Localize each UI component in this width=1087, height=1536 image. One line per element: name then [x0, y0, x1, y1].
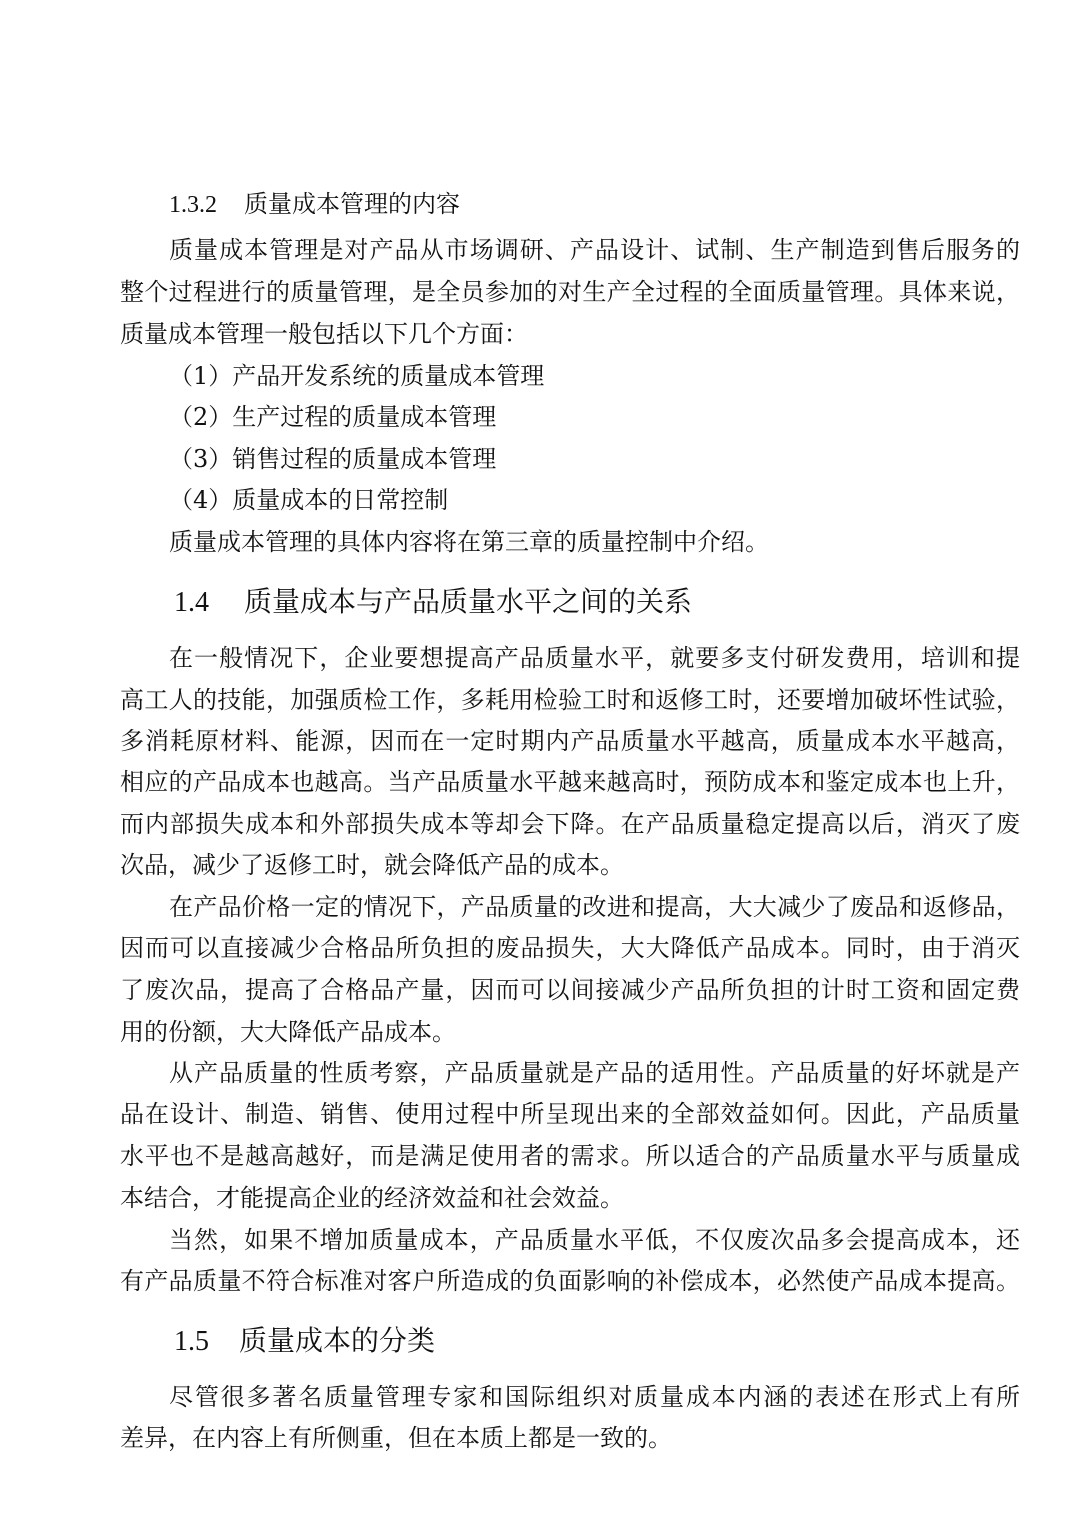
paragraph-line: 在产品价格一定的情况下，产品质量的改进和提高，大大减少了废品和返修品，: [169, 893, 1020, 921]
paragraph-line: 本结合，才能提高企业的经济效益和社会效益。: [120, 1184, 624, 1212]
section-title: 质量成本管理的内容: [244, 190, 460, 218]
paragraph-line: 高工人的技能，加强质检工作，多耗用检验工时和返修工时，还要增加破坏性试验，: [120, 686, 1020, 714]
section-title: 质量成本的分类: [239, 1324, 436, 1357]
paragraph-line: 质量成本管理是对产品从市场调研、产品设计、试制、生产制造到售后服务的: [169, 236, 1020, 264]
paragraph-line: 差异，在内容上有所侧重，但在本质上都是一致的。: [120, 1424, 672, 1452]
paragraph-line: 而内部损失成本和外部损失成本等却会下降。在产品质量稳定提高以后，消灭了废: [120, 810, 1020, 838]
paragraph-line: 当然，如果不增加质量成本，产品质量水平低，不仅废次品多会提高成本，还: [169, 1226, 1020, 1254]
paragraph-line: 质量成本管理一般包括以下几个方面：: [120, 320, 528, 348]
section-number: 1.4: [174, 587, 209, 618]
list-item: （1）产品开发系统的质量成本管理: [169, 362, 545, 390]
paragraph-line: 相应的产品成本也越高。当产品质量水平越来越高时，预防成本和鉴定成本也上升，: [120, 768, 1020, 796]
paragraph-line: 从产品质量的性质考察，产品质量就是产品的适用性。产品质量的好坏就是产: [169, 1059, 1020, 1087]
section-title: 质量成本与产品质量水平之间的关系: [244, 585, 693, 618]
paragraph-line: 质量成本管理的具体内容将在第三章的质量控制中介绍。: [169, 528, 769, 556]
section-number: 1.3.2: [169, 192, 217, 218]
paragraph-line: 尽管很多著名质量管理专家和国际组织对质量成本内涵的表述在形式上有所: [169, 1383, 1020, 1411]
paragraph-line: 用的份额，大大降低产品成本。: [120, 1018, 456, 1046]
paragraph-line: 了废次品，提高了合格品产量，因而可以间接减少产品所负担的计时工资和固定费: [120, 976, 1020, 1004]
section-heading-1-3-2: [169, 190, 460, 219]
section-heading-1-4: [174, 585, 692, 620]
paragraph-line: 次品，减少了返修工时，就会降低产品的成本。: [120, 851, 624, 879]
paragraph-line: 因而可以直接减少合格品所负担的废品损失，大大降低产品成本。同时，由于消灭: [120, 934, 1020, 962]
section-number: 1.5: [174, 1326, 209, 1357]
section-heading-1-5: [174, 1324, 435, 1359]
list-item: （4）质量成本的日常控制: [169, 486, 449, 514]
paragraph-line: 整个过程进行的质量管理，是全员参加的对生产全过程的全面质量管理。具体来说，: [120, 278, 1020, 306]
paragraph-line: 多消耗原材料、能源，因而在一定时期内产品质量水平越高，质量成本水平越高，: [120, 727, 1020, 755]
paragraph-line: 有产品质量不符合标准对客户所造成的负面影响的补偿成本，必然使产品成本提高。: [120, 1267, 1020, 1295]
list-item: （3）销售过程的质量成本管理: [169, 445, 497, 473]
paragraph-line: 在一般情况下，企业要想提高产品质量水平，就要多支付研发费用，培训和提: [169, 644, 1020, 672]
list-item: （2）生产过程的质量成本管理: [169, 403, 497, 431]
paragraph-line: 品在设计、制造、销售、使用过程中所呈现出来的全部效益如何。因此，产品质量: [120, 1100, 1020, 1128]
paragraph-line: 水平也不是越高越好，而是满足使用者的需求。所以适合的产品质量水平与质量成: [120, 1142, 1020, 1170]
